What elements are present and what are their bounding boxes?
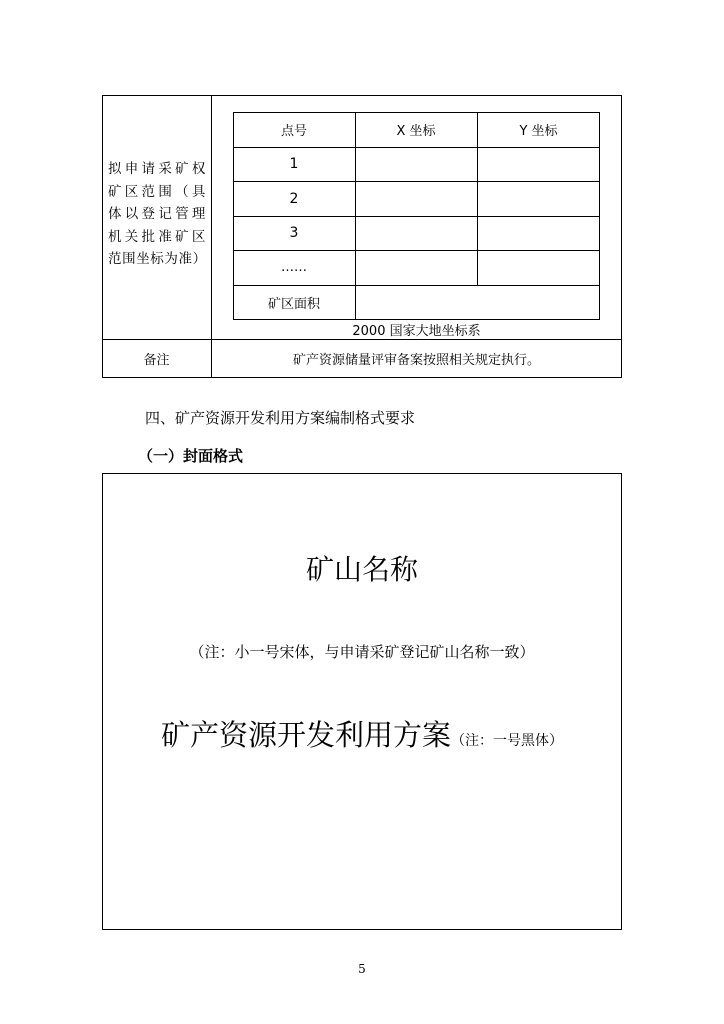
- area-label: 矿区面积: [267, 297, 320, 312]
- plan-title: 矿产资源开发利用方案: [160, 718, 451, 752]
- section-heading: 四、矿产资源开发利用方案编制格式要求: [145, 409, 416, 427]
- header-y-coord: Y 坐标: [519, 124, 558, 139]
- point-ellipsis: ……: [281, 260, 307, 275]
- range-label: 拟申请采矿权矿区范围（具体以登记管理机关批准矿区范围坐标为准）: [108, 161, 207, 267]
- remark-label: 备注: [143, 353, 170, 368]
- point-3: 3: [289, 225, 299, 241]
- plan-title-line: [102, 713, 622, 754]
- mine-name-note: （注：小一号宋体，与申请采矿登记矿山名称一致）: [189, 643, 535, 661]
- header-point-no: 点号: [280, 124, 307, 139]
- sub-heading: （一）封面格式: [138, 447, 244, 465]
- mine-name: 矿山名称: [305, 553, 418, 586]
- cover-format-box: [102, 473, 622, 930]
- coord-system: 2000 国家大地坐标系: [352, 324, 481, 339]
- header-x-coord: X 坐标: [396, 124, 436, 139]
- remark-text: 矿产资源储量评审备案按照相关规定执行。: [292, 353, 540, 368]
- plan-title-note: （注：一号黑体）: [451, 733, 563, 749]
- point-1: 1: [289, 156, 299, 172]
- page-number: 5: [358, 962, 366, 976]
- point-2: 2: [289, 190, 299, 207]
